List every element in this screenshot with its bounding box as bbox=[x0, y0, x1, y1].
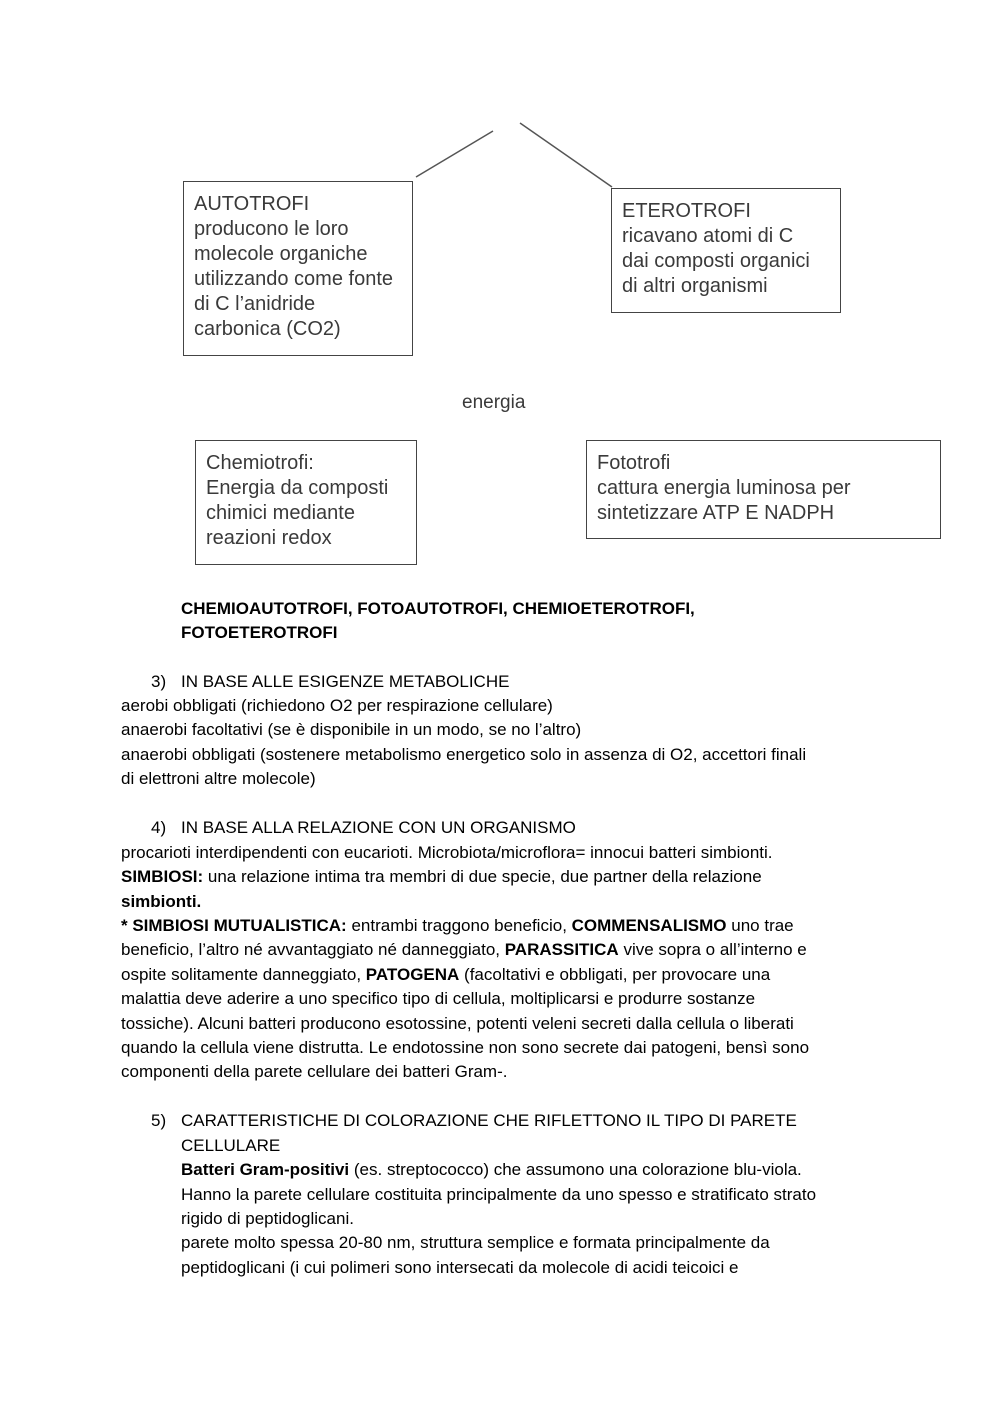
autotrofi-line: producono le loro bbox=[194, 218, 349, 240]
section-5-text: (es. streptococco) che assumono una colorazione blu-viola. bbox=[349, 1160, 802, 1179]
section-4-text: uno trae bbox=[726, 916, 794, 935]
fototrofi-line: sintetizzare ATP E NADPH bbox=[597, 502, 835, 524]
eterotrofi-line: dai composti organici bbox=[622, 250, 810, 272]
section-4-text: una relazione intima tra membri di due specie, due partner della relazione bbox=[203, 867, 762, 886]
bold-heading-line-2: FOTOETEROTROFI bbox=[181, 623, 338, 642]
autotrofi-line: carbonica (CO2) bbox=[194, 318, 341, 340]
section-4-text: vive sopra o all’interno e bbox=[618, 940, 807, 959]
section-4-text: (facoltativi e obbligati, per provocare una bbox=[459, 965, 771, 984]
section-4-line bbox=[121, 938, 807, 963]
section-3-number: 3) bbox=[151, 672, 167, 691]
section-5-title: CARATTERISTICHE DI COLORAZIONE CHE RIFLETTONO IL TIPO DI PARETE bbox=[181, 1111, 797, 1130]
section-3-line: anaerobi facoltativi (se è disponibile in un modo, se no l’altro) bbox=[121, 720, 582, 739]
eterotrofi-box bbox=[611, 188, 841, 313]
section-3-line: anaerobi obbligati (sostenere metabolismo energetico solo in assenza di O2, accettori finali bbox=[121, 745, 807, 764]
section-4-line bbox=[121, 914, 794, 939]
commensalismo-term: COMMENSALISMO bbox=[571, 916, 727, 935]
section-5-line: peptidoglicani (i cui polimeri sono intersecati da molecole di acidi teicoici e bbox=[181, 1258, 739, 1277]
autotrofi-line: utilizzando come fonte bbox=[194, 268, 394, 290]
section-4-line: procarioti interdipendenti con eucarioti. Microbiota/microflora= innocui batteri simbionti. bbox=[121, 843, 773, 862]
eterotrofi-title: ETEROTROFI bbox=[622, 200, 751, 222]
fototrofi-box bbox=[586, 440, 941, 539]
patogena-term: PATOGENA bbox=[365, 965, 460, 984]
simbiosi-term: SIMBIOSI: bbox=[121, 867, 204, 886]
section-5-line: parete molto spessa 20-80 nm, struttura semplice e formata principalmente da bbox=[181, 1233, 770, 1252]
section-5-line bbox=[181, 1158, 802, 1183]
mutualistica-term: * SIMBIOSI MUTUALISTICA: bbox=[121, 916, 347, 935]
section-4-title: IN BASE ALLA RELAZIONE CON UN ORGANISMO bbox=[181, 818, 576, 837]
section-4-text: ospite solitamente danneggiato, bbox=[121, 965, 366, 984]
gram-positivi-term: Batteri Gram-positivi bbox=[181, 1160, 350, 1179]
chemiotrofi-line: reazioni redox bbox=[206, 527, 332, 549]
section-4-line: quando la cellula viene distrutta. Le endotossine non sono secrete dai patogeni, bensì sono bbox=[121, 1038, 810, 1057]
section-4-line: tossiche). Alcuni batteri producono esotossine, potenti veleni secreti dalla cellula o liberati bbox=[121, 1014, 794, 1033]
section-5-title: CELLULARE bbox=[181, 1136, 281, 1155]
eterotrofi-line: ricavano atomi di C bbox=[622, 225, 794, 247]
section-3-title: IN BASE ALLE ESIGENZE METABOLICHE bbox=[181, 672, 510, 691]
section-3-line: aerobi obbligati (richiedono O2 per respirazione cellulare) bbox=[121, 696, 553, 715]
section-5-number: 5) bbox=[151, 1111, 167, 1130]
chemiotrofi-line: Energia da composti bbox=[206, 477, 389, 499]
section-4-line: simbionti. bbox=[121, 892, 202, 911]
fototrofi-title: Fototrofi bbox=[597, 452, 671, 474]
section-3-line: di elettroni altre molecole) bbox=[121, 769, 316, 788]
section-5-line: rigido di peptidoglicani. bbox=[181, 1209, 354, 1228]
autotrofi-line: di C l’anidride bbox=[194, 293, 316, 315]
autotrofi-line: molecole organiche bbox=[194, 243, 368, 265]
chemiotrofi-title: Chemiotrofi: bbox=[206, 452, 314, 474]
autotrofi-title: AUTOTROFI bbox=[194, 193, 310, 215]
connector-left bbox=[416, 131, 493, 177]
section-4-line bbox=[121, 865, 762, 890]
autotrofi-box bbox=[183, 181, 413, 356]
section-5-line: Hanno la parete cellulare costituita principalmente da uno spesso e stratificato strato bbox=[181, 1185, 817, 1204]
section-4-number: 4) bbox=[151, 818, 167, 837]
section-4-line: componenti della parete cellulare dei batteri Gram-. bbox=[121, 1062, 508, 1081]
parassitica-term: PARASSITICA bbox=[504, 940, 619, 959]
energia-label: energia bbox=[462, 392, 526, 413]
bold-heading-line-1: CHEMIOAUTOTROFI, FOTOAUTOTROFI, CHEMIOETEROTROFI, bbox=[181, 599, 695, 618]
connector-right bbox=[520, 123, 612, 187]
chemiotrofi-line: chimici mediante bbox=[206, 502, 355, 524]
fototrofi-line: cattura energia luminosa per bbox=[597, 477, 851, 499]
section-4-line: malattia deve aderire a uno specifico tipo di cellula, moltiplicarsi e produrre sostanze bbox=[121, 989, 756, 1008]
eterotrofi-line: di altri organismi bbox=[622, 275, 768, 297]
section-4-text: beneficio, l’altro né avvantaggiato né danneggiato, bbox=[121, 940, 505, 959]
section-4-line bbox=[121, 963, 770, 988]
chemiotrofi-box bbox=[195, 440, 417, 565]
section-4-text: entrambi traggono beneficio, bbox=[346, 916, 572, 935]
